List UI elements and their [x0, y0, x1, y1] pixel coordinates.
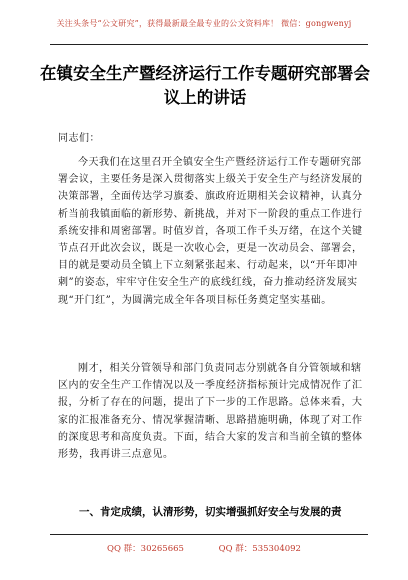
footer-divider	[50, 534, 368, 535]
section-heading: 一、肯定成绩，认清形势，切实增强抓好安全与发展的责	[79, 506, 342, 518]
document-title: 在镇安全生产暨经济运行工作专题研究部署会议上的讲话	[40, 64, 370, 107]
greeting: 同志们：	[58, 133, 100, 144]
footer	[0, 542, 408, 554]
header-banner: 关注头条号“公文研究”，获得最新最全最专业的公文资料库！ 微信：gongwenyj	[56, 19, 352, 28]
header-divider	[50, 44, 368, 45]
paragraph-2: 刚才，相关分管领导和部门负责同志分别就各自分管领域和辖区内的安全生产工作情况以及一季度经济指标预计完成情况作了汇报，分析了存在的问题，提出了下一步的工作思路。总体来看，大家的汇报准备充分、情况掌握清晰、思路措施明确，体现了对工作的深度思考和高度负责。下面，结合大家的发言和当前全镇的整体形势，我再讲三点意见。	[58, 363, 363, 461]
paragraph-1: 今天我们在这里召开全镇安全生产暨经济运行工作专题研究部署会议，主要任务是深入贯彻落实上级关于安全生产与经济发展的决策部署，全面传达学习旗委、旗政府近期相关会议精神，认真分析当前我镇面临的新形势、新挑战，并对下一阶段的重点工作进行系统安排和周密部署。时值岁首，各项工作千头万绪，在这个关键节点召开此次会议，既是一次收心会，更是一次动员会、部署会，目的就是要动员全镇上下立刻紧张起来、行动起来，以“开年即冲刺”的姿态，牢牢守住安全生产的底线红线，奋力推动经济发展实现“开门红”，为圆满完成全年各项目标任务奠定坚实基础。	[58, 157, 363, 306]
footer-qq-group-2: QQ 群：535304092	[218, 544, 301, 554]
footer-qq-group-1: QQ 群：30265665	[107, 544, 184, 554]
